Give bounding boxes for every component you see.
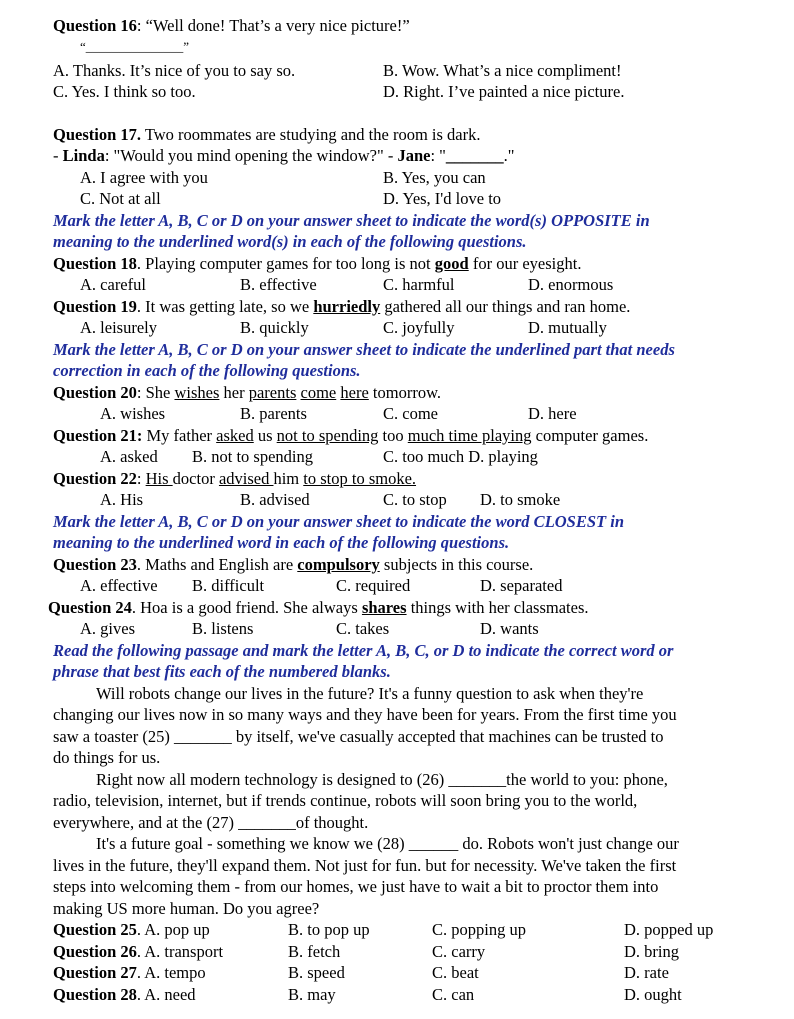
q19-option-b: B. quickly [240, 318, 309, 337]
q18-option-b: B. effective [240, 275, 317, 294]
passage-line-11: making US more human. Do you agree? [53, 899, 320, 918]
q22-option-c: C. to stop [383, 490, 447, 509]
q19-stem: Question 19. It was getting late, so we hurriedly gathered all our things and ran home. [53, 297, 631, 316]
q27-option-c: C. beat [432, 963, 479, 982]
instruction-correction-line2: correction in each of the following questions. [53, 361, 361, 380]
q22-option-d: D. to smoke [480, 490, 561, 509]
q24-stem: Question 24. Hoa is a good friend. She always shares things with her classmates. [48, 598, 589, 617]
q19-option-d: D. mutually [528, 318, 607, 337]
q19-option-a: A. leisurely [80, 318, 157, 337]
q22-stem: Question 22: His doctor advised him to stop to smoke. [53, 469, 417, 488]
q16-option-b: B. Wow. What’s a nice compliment! [383, 61, 622, 80]
passage-line-4: do things for us. [53, 748, 161, 767]
q28-option-d: D. ought [624, 985, 682, 1004]
instruction-opposite-line1: Mark the letter A, B, C or D on your answer sheet to indicate the word(s) OPPOSITE in [53, 211, 650, 230]
passage-line-9: lives in the future, they'll expand them. Not just for fun. but for necessity. We've taken the first [53, 856, 677, 875]
q28-option-c: C. can [432, 985, 475, 1004]
q17-option-b: B. Yes, you can [383, 168, 486, 187]
q16-option-c: C. Yes. I think so too. [53, 82, 196, 101]
instruction-correction-line1: Mark the letter A, B, C or D on your answer sheet to indicate the underlined part that needs [53, 340, 675, 359]
q25-row: Question 25. A. pop up [53, 920, 210, 939]
instruction-passage-line2: phrase that best fits each of the numbered blanks. [53, 662, 391, 681]
q16-stem: Question 16: “Well done! That’s a very nice picture!” [53, 16, 410, 35]
passage-line-5: Right now all modern technology is designed to (26) _______the world to you: phone, [96, 770, 668, 789]
passage-line-1: Will robots change our lives in the future? It's a funny question to ask when they're [96, 684, 644, 703]
q20-option-a: A. wishes [100, 404, 166, 423]
q25-option-c: C. popping up [432, 920, 526, 939]
q25-option-b: B. to pop up [288, 920, 370, 939]
q27-option-d: D. rate [624, 963, 669, 982]
q20-option-c: C. come [383, 404, 438, 423]
q28-option-b: B. may [288, 985, 336, 1004]
passage-line-6: radio, television, internet, but if trends continue, robots will soon bring you to the world, [53, 791, 638, 810]
passage-line-8: It's a future goal - something we know we (28) ______ do. Robots won't just change our [96, 834, 679, 853]
passage-line-7: everywhere, and at the (27) _______of thought. [53, 813, 369, 832]
q22-option-b: B. advised [240, 490, 310, 509]
q17-label: Question 17. [53, 125, 142, 144]
q21-option-b: B. not to spending [192, 447, 314, 466]
q24-option-d: D. wants [480, 619, 539, 638]
q26-row: Question 26. A. transport [53, 942, 224, 961]
q24-option-c: C. takes [336, 619, 390, 638]
q17-option-a: A. I agree with you [80, 168, 208, 187]
instruction-opposite-line2: meaning to the underlined word(s) in each of the following questions. [53, 232, 527, 251]
q18-option-a: A. careful [80, 275, 146, 294]
q24-option-a: A. gives [80, 619, 135, 638]
q22-option-a: A. His [100, 490, 144, 509]
q21-stem: Question 21: My father asked us not to spending too much time playing computer games. [53, 426, 649, 445]
q16-blank: “_______________” [80, 39, 190, 54]
q26-option-c: C. carry [432, 942, 486, 961]
q20-option-d: D. here [528, 404, 577, 423]
q23-stem: Question 23. Maths and English are compulsory subjects in this course. [53, 555, 534, 574]
q23-option-d: D. separated [480, 576, 563, 595]
passage-line-10: steps into welcoming them - from our homes, we just have to wait a bit to proctor them into [53, 877, 659, 896]
q20-stem: Question 20: She wishes her parents come here tomorrow. [53, 383, 442, 402]
q16-option-d: D. Right. I’ve painted a nice picture. [383, 82, 625, 101]
q18-option-d: D. enormous [528, 275, 614, 294]
q17-option-c: C. Not at all [80, 189, 161, 208]
q21-option-cd: C. too much D. playing [383, 447, 538, 466]
q23-option-b: B. difficult [192, 576, 265, 595]
q16-label: Question 16 [53, 16, 137, 35]
passage-line-2: changing our lives now in so many ways and they have been for years. From the first time you [53, 705, 677, 724]
q18-stem: Question 18. Playing computer games for too long is not good for our eyesight. [53, 254, 582, 273]
passage-line-3: saw a toaster (25) _______ by itself, we've casually accepted that machines can be trusted to [53, 727, 664, 746]
q26-option-d: D. bring [624, 942, 679, 961]
q17-stem: Question 17. Two roommates are studying and the room is dark. [53, 125, 481, 144]
instruction-passage-line1: Read the following passage and mark the letter A, B, C, or D to indicate the correct word or [53, 641, 674, 660]
q23-option-a: A. effective [80, 576, 158, 595]
q28-row: Question 28. A. need [53, 985, 196, 1004]
q18-option-c: C. harmful [383, 275, 455, 294]
q21-option-a: A. asked [100, 447, 158, 466]
q17-dialogue: - Linda: "Would you mind opening the window?" - Jane: "_______." [53, 146, 515, 165]
q16-option-a: A. Thanks. It’s nice of you to say so. [53, 61, 296, 80]
q27-row: Question 27. A. tempo [53, 963, 206, 982]
q19-option-c: C. joyfully [383, 318, 455, 337]
instruction-closest-line1: Mark the letter A, B, C or D on your answer sheet to indicate the word CLOSEST in [53, 512, 625, 531]
q24-option-b: B. listens [192, 619, 254, 638]
q25-option-d: D. popped up [624, 920, 714, 939]
q27-option-b: B. speed [288, 963, 345, 982]
instruction-closest-line2: meaning to the underlined word in each of the following questions. [53, 533, 510, 552]
q23-option-c: C. required [336, 576, 411, 595]
q20-option-b: B. parents [240, 404, 307, 423]
q26-option-b: B. fetch [288, 942, 341, 961]
q17-option-d: D. Yes, I'd love to [383, 189, 502, 208]
